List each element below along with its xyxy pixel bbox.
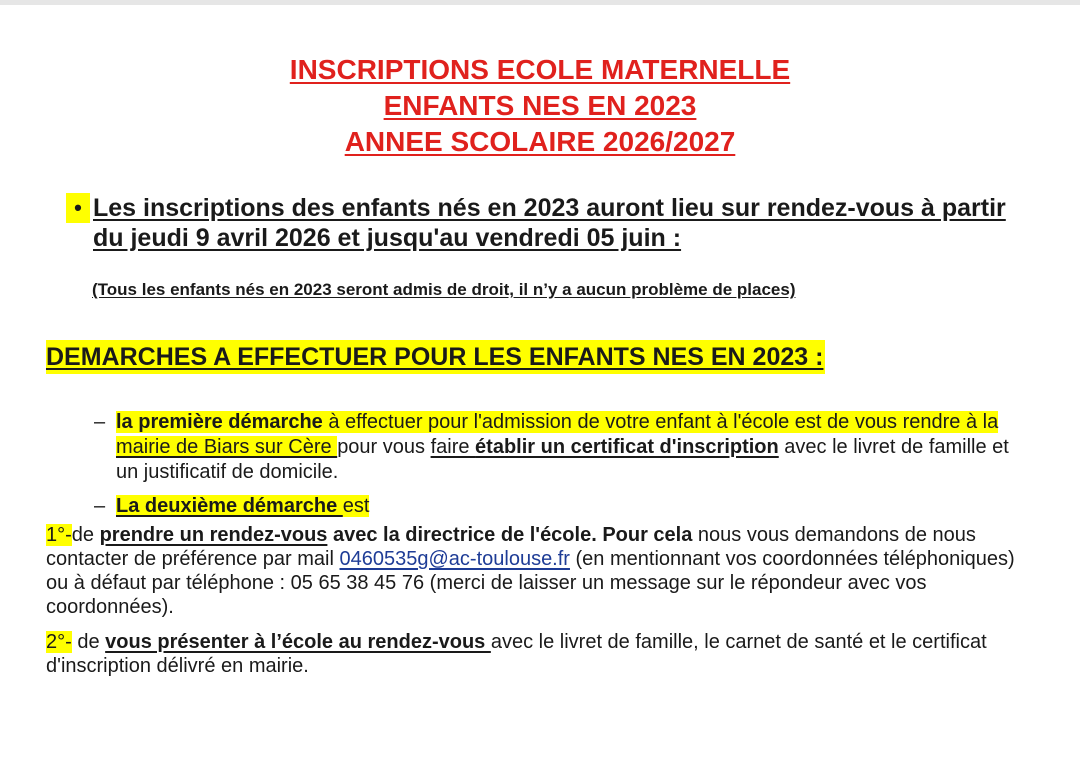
para-2-text: avec le livret de famille, le carnet de santé et le certificat d'inscription délivré en mairie. <box>46 631 987 677</box>
title-line-2: ENFANTS NES EN 2023 <box>383 90 697 121</box>
para-1-de: de <box>71 524 100 546</box>
step-1-label: la première démarche <box>116 411 323 433</box>
rendez-vous-text: prendre un rendez-vous <box>99 524 328 546</box>
para-1-text-a: nous vous demandons de nous contacter de préférence par mail <box>46 524 976 570</box>
bullet-icon: • <box>66 193 90 223</box>
email-link[interactable]: 0460535g@ac-toulouse.fr <box>339 548 570 570</box>
title-line-3: ANNEE SCOLAIRE 2026/2027 <box>344 126 736 157</box>
step-1-text-a: à effectuer pour l'admission de votre enfant à l'école est de vous rendre à la <box>322 411 999 433</box>
step-1-item <box>94 410 1024 485</box>
dash-icon: – <box>94 495 106 517</box>
step-2-est: est <box>342 495 370 517</box>
para-1-number: 1°- <box>46 524 72 546</box>
places-note: (Tous les enfants nés en 2023 seront admis de droit, il n’y a aucun problème de places) <box>92 280 796 299</box>
directrice-text: avec la directrice de l'école. Pour cela <box>327 524 693 546</box>
paragraph-step-2 <box>46 630 1036 678</box>
paragraph-step-1 <box>46 523 1036 619</box>
step-2-text <box>116 494 1024 519</box>
intro-bullet-item <box>66 193 1036 253</box>
intro-text: Les inscriptions des enfants nés en 2023 auront lieu sur rendez-vous à partir du jeudi 9 avril 2026 et jusqu'au vendredi 05 juin : <box>93 194 1006 252</box>
step-1-text <box>116 410 1024 485</box>
top-border <box>0 0 1080 5</box>
presenter-text: vous présenter à l’école au rendez-vous <box>105 631 491 653</box>
certificat-text: établir un certificat d'inscription <box>475 436 779 458</box>
document-title <box>0 52 1080 160</box>
faire-text: faire <box>430 436 476 458</box>
para-1-text-b: (en mentionnant vos coordonnées téléphoniques) ou à défaut par téléphone : 05 65 38 45 76 (merci de laisser un message sur le répondeur avec vos coordonnées). <box>46 548 1015 618</box>
step-1-text-c: avec le livret de famille et un justificatif de domicile. <box>116 436 1009 483</box>
title-line-1: INSCRIPTIONS ECOLE MATERNELLE <box>289 54 791 85</box>
dash-icon: – <box>94 411 106 433</box>
para-2-number: 2°- <box>46 631 72 653</box>
step-2-label: La deuxième démarche <box>116 495 343 517</box>
step-2-item <box>94 494 1024 519</box>
section-heading: DEMARCHES A EFFECTUER POUR LES ENFANTS NES EN 2023 : <box>46 340 825 374</box>
para-2-de: de <box>71 631 106 653</box>
mairie-link-text: mairie de Biars sur Cère <box>116 436 338 458</box>
step-1-text-b: pour vous <box>337 436 431 458</box>
